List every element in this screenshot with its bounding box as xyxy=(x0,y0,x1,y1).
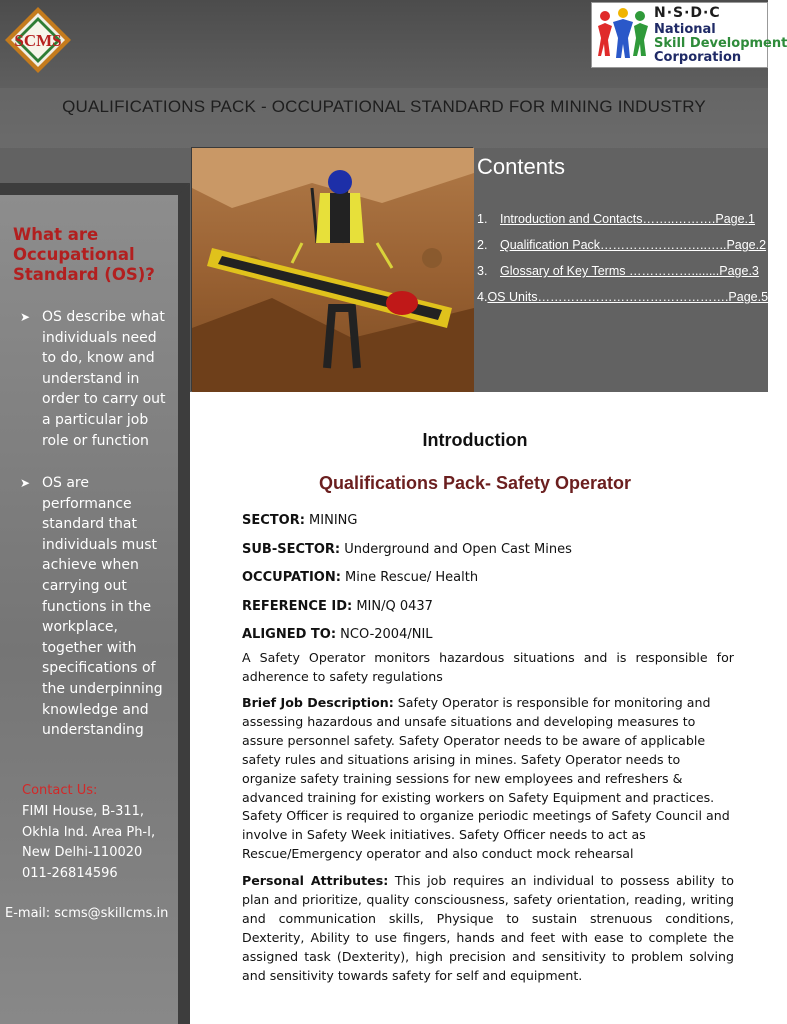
arrow-bullet-icon: ➤ xyxy=(20,310,31,324)
contents-item[interactable] xyxy=(477,212,767,238)
introduction-heading: Introduction xyxy=(422,430,528,450)
field-label: OCCUPATION: xyxy=(242,570,341,585)
contents-list xyxy=(477,212,767,316)
field-value: NCO-2004/NIL xyxy=(336,627,433,642)
contact-address-line: FIMI House, B-311, xyxy=(22,804,145,819)
nsdc-line-3: Corporation xyxy=(654,50,742,65)
contents-item-link[interactable]: Glossary of Key Terms ……………........Page.3 xyxy=(500,264,759,278)
field-label: SUB-SECTOR: xyxy=(242,542,341,557)
personal-attributes-label: Personal Attributes: xyxy=(242,873,389,888)
os-bullet-text: OS are performance standard that individuals must achieve when carrying out functions in the workplace, together with specifications of the underpinning knowledge and understanding xyxy=(42,475,163,739)
contact-phone: 011-26814596 xyxy=(22,866,118,881)
role-summary: A Safety Operator monitors hazardous situations and is responsible for adherence to safety regulations xyxy=(242,650,734,684)
field-value: MIN/Q 0437 xyxy=(352,599,433,614)
contact-email[interactable]: E-mail: scms@skillcms.in xyxy=(5,906,169,921)
contact-address-line: Okhla Ind. Area Ph-I, xyxy=(22,825,156,840)
os-bullet-item xyxy=(20,307,175,451)
nsdc-line-2: Skill Development xyxy=(654,36,787,51)
sidebar-side-edge xyxy=(178,183,190,1024)
contact-address-line: New Delhi-110020 xyxy=(22,845,143,860)
brief-job-description xyxy=(242,694,734,864)
arrow-bullet-icon: ➤ xyxy=(20,476,31,490)
field-value: MINING xyxy=(304,513,358,528)
field-aligned-to xyxy=(242,627,433,642)
contents-item[interactable] xyxy=(477,290,767,316)
contents-item[interactable] xyxy=(477,264,767,290)
contents-item-link[interactable]: Qualification Pack……………………..…..Page.2 xyxy=(500,238,767,252)
os-bullet-item xyxy=(20,473,175,741)
contents-item[interactable] xyxy=(477,238,767,264)
page-title: QUALIFICATIONS PACK - OCCUPATIONAL STANDARD FOR MINING INDUSTRY xyxy=(62,97,706,116)
contents-item-number: 4. xyxy=(477,290,488,304)
contact-heading: Contact Us: xyxy=(22,783,98,798)
field-sub-sector xyxy=(242,542,572,557)
contents-item-link[interactable]: OS Units……………………………………….Page.5 xyxy=(487,290,769,304)
nsdc-abbreviation: N·S·D·C xyxy=(654,5,721,21)
mine-rescue-photo xyxy=(191,147,473,391)
brief-job-description-label: Brief Job Description: xyxy=(242,695,394,710)
contents-item-number: 3. xyxy=(477,264,488,278)
scms-logo xyxy=(4,6,72,74)
contents-heading: Contents xyxy=(477,154,566,179)
field-value: Mine Rescue/ Health xyxy=(340,570,479,585)
nsdc-line-1: National xyxy=(654,22,716,37)
nsdc-logo xyxy=(591,2,787,68)
field-value: Underground and Open Cast Mines xyxy=(340,542,572,557)
field-reference-id xyxy=(242,599,433,614)
contents-item-number: 2. xyxy=(477,238,488,252)
field-sector xyxy=(242,513,357,528)
sidebar-top-edge xyxy=(0,183,190,195)
brief-job-description-text: Safety Operator is responsible for monitoring and assessing hazardous and unsafe situations and developing measures to assure personnel safety. Safety Operator needs to be aware of applicable safety rules and situations arising in mines. Safety Operator needs to organize safety training sessions for new employees and refreshers & advanced training for existing workers on Safety Equipment and practices. Safety Officer is required to organize periodic meetings of Safety Council and involve in Safety Week initiatives. Safety Officer needs to act as Rescue/Emergency operator and also conduct mock rehearsal xyxy=(242,695,730,862)
scms-logo-text: SCMS xyxy=(14,31,62,50)
field-label: ALIGNED TO: xyxy=(242,627,337,642)
qualification-pack-heading: Qualifications Pack- Safety Operator xyxy=(318,473,632,493)
field-occupation xyxy=(242,570,478,585)
contents-item-number: 1. xyxy=(477,212,488,226)
field-label: SECTOR: xyxy=(242,513,305,528)
personal-attributes xyxy=(242,872,734,985)
os-heading: What are Occupational Standard (OS)? xyxy=(13,225,155,284)
personal-attributes-text: This job requires an individual to possess ability to plan and prioritize, quality consciousness, safety orientation, reading, writing and communication skills, Physique to sustain strenuous conditions, Dexterity, Ability to use fingers, hands and feet with ease to complete the assigned task (Dexterity), high precision and sensitivity to problem solving and sensitivity towards safety for self and equipment. xyxy=(242,873,734,983)
os-bullet-text: OS describe what individuals need to do, know and understand in order to carry out a particular job role or function xyxy=(42,309,166,449)
contents-item-link[interactable]: Introduction and Contacts……..……….Page.1 xyxy=(500,212,755,226)
nsdc-figures-icon xyxy=(594,6,652,64)
field-label: REFERENCE ID: xyxy=(242,599,353,614)
